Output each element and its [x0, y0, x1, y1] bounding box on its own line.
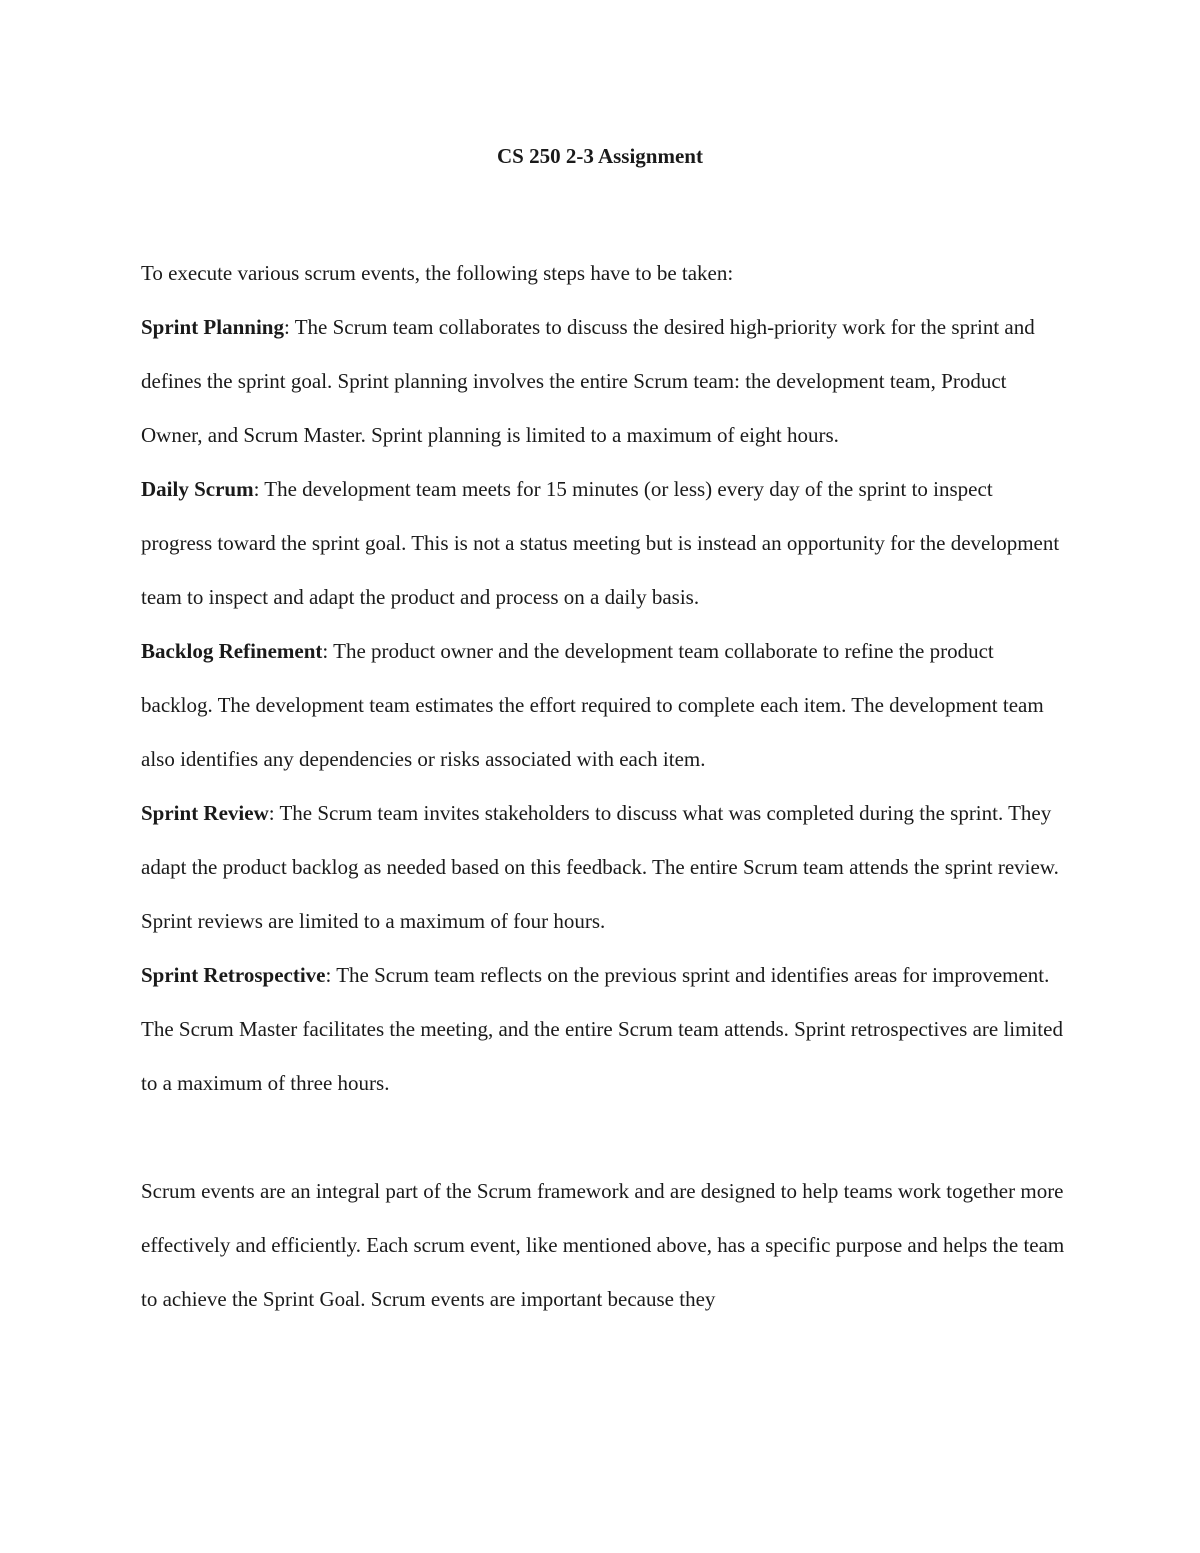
event-description: : The Scrum team collaborates to discuss the desired high-priority work for the sprint and defines the sprint goal. Sprint planning involves the entire Scrum team: the development team, Product Owner, and Scrum Master. Sprint planning is limited to a maximum of eight hours. [141, 315, 1035, 447]
event-sprint-planning [141, 300, 1066, 462]
event-description: : The product owner and the development team collaborate to refine the product backlog. The development team estimates the effort required to complete each item. The development team also identifies any dependencies or risks associated with each item. [141, 639, 1044, 771]
closing-paragraph: Scrum events are an integral part of the Scrum framework and are designed to help teams work together more effectively and efficiently. Each scrum event, like mentioned above, has a specific purpose and helps the team to achieve the Sprint Goal. Scrum events are important because they [141, 1179, 1065, 1311]
event-term: Sprint Retrospective [141, 963, 326, 987]
event-term: Sprint Review [141, 801, 269, 825]
document-body [141, 246, 1066, 1326]
document-title: CS 250 2-3 Assignment [497, 144, 703, 168]
event-description: : The Scrum team invites stakeholders to discuss what was completed during the sprint. They adapt the product backlog as needed based on this feedback. The entire Scrum team attends the sprint review. Sprint reviews are limited to a maximum of four hours. [141, 801, 1059, 933]
event-term: Daily Scrum [141, 477, 254, 501]
event-description: : The Scrum team reflects on the previous sprint and identifies areas for improvement. The Scrum Master facilitates the meeting, and the entire Scrum team attends. Sprint retrospectives are limited to a maximum of three hours. [141, 963, 1063, 1095]
event-description: : The development team meets for 15 minutes (or less) every day of the sprint to inspect progress toward the sprint goal. This is not a status meeting but is instead an opportunity for the development team to inspect and adapt the product and process on a daily basis. [141, 477, 1060, 609]
event-sprint-review [141, 786, 1066, 948]
event-sprint-retrospective [141, 948, 1066, 1110]
event-term: Backlog Refinement [141, 639, 323, 663]
event-daily-scrum [141, 462, 1066, 624]
event-term: Sprint Planning [141, 315, 284, 339]
event-backlog-refinement [141, 624, 1066, 786]
paragraph-spacer [141, 1110, 1066, 1164]
intro-paragraph: To execute various scrum events, the following steps have to be taken: [141, 261, 734, 285]
